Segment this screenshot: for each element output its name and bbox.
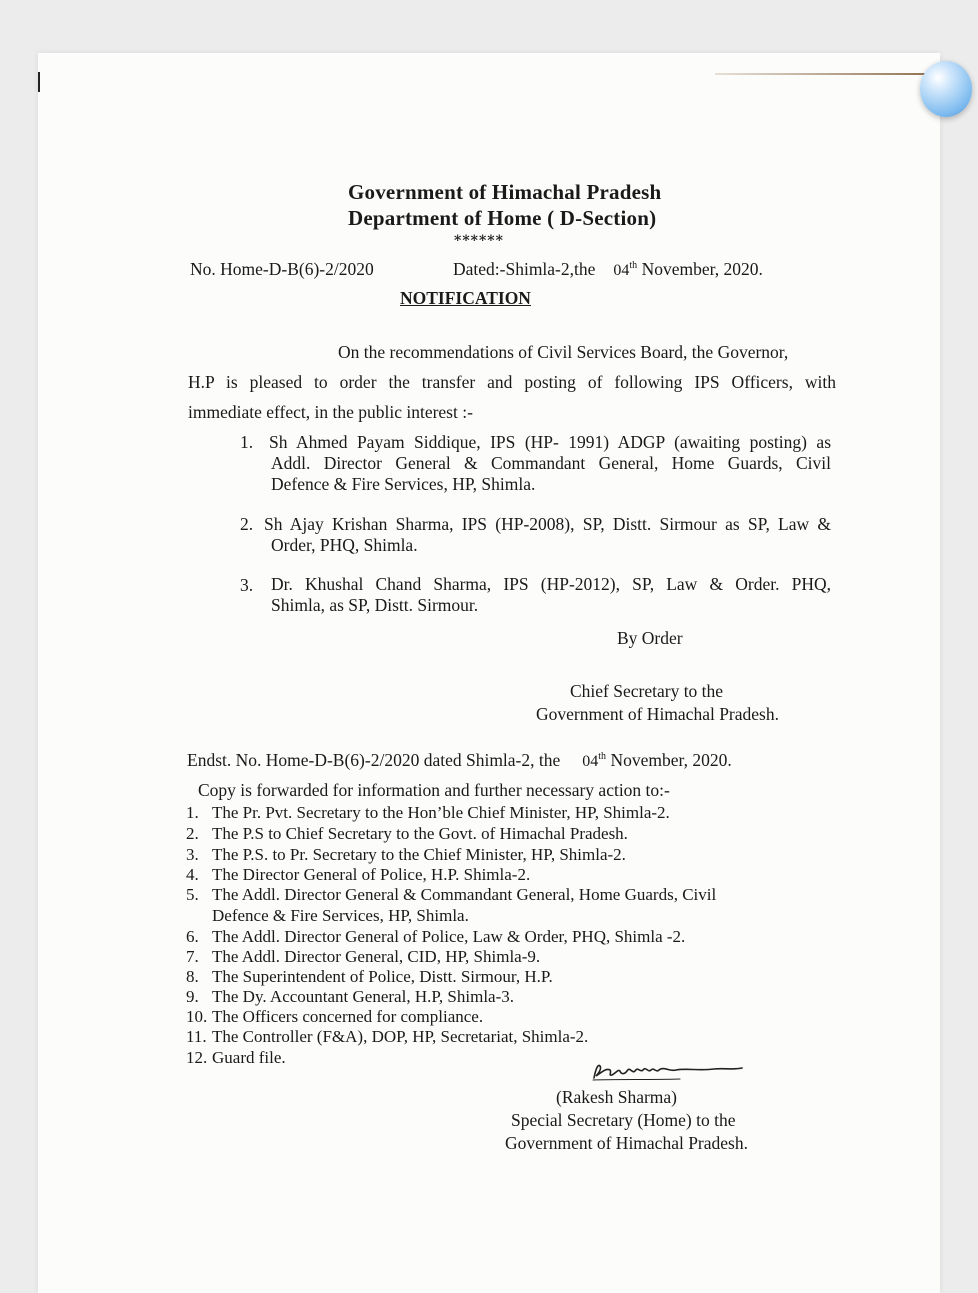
chief-secretary-title: Chief Secretary to the: [570, 681, 724, 701]
copy-recipient: The Controller (F&A), DOP, HP, Secretariat, Shimla-2.: [212, 1027, 589, 1046]
posting-line: Sh Ajay Krishan Sharma, IPS (HP-2008), SP, Distt. Sirmour as SP, Law &: [264, 514, 831, 534]
posting-line: Dr. Khushal Chand Sharma, IPS (HP-2012), SP, Law & Order. PHQ,: [271, 574, 831, 594]
copy-number: 9.: [186, 987, 199, 1006]
intro-line-1: On the recommendations of Civil Services Board, the Governor,: [338, 342, 789, 362]
copy-number: 4.: [186, 865, 199, 884]
copy-number: 6.: [186, 927, 199, 946]
header-stars: ******: [454, 233, 504, 249]
intro-line-2: H.P is pleased to order the transfer and posting of following IPS Officers, with: [188, 372, 836, 392]
special-secretary-title: Special Secretary (Home) to the: [511, 1110, 736, 1130]
endorsement-number: Endst. No. Home-D-B(6)-2/2020 dated Shimla-2, the 04th November, 2020.: [187, 750, 732, 770]
posting-line: Addl. Director General & Commandant General, Home Guards, Civil: [271, 453, 831, 473]
copy-recipient: The Officers concerned for compliance.: [212, 1007, 484, 1026]
copy-number: 2.: [186, 824, 199, 843]
header-department: Department of Home ( D-Section): [348, 206, 657, 230]
by-order: By Order: [617, 628, 683, 648]
posting-line: Shimla, as SP, Distt. Sirmour.: [271, 595, 479, 615]
copy-recipient: The Director General of Police, H.P. Shimla-2.: [212, 865, 531, 884]
posting-number: 2.: [240, 514, 254, 534]
reference-date: Dated:-Shimla-2,the 04th November, 2020.: [453, 259, 763, 279]
floating-bubble-icon[interactable]: [920, 61, 972, 117]
reference-number: No. Home-D-B(6)-2/2020: [190, 259, 374, 279]
copy-recipient: Guard file.: [212, 1048, 286, 1067]
copy-number: 8.: [186, 967, 199, 986]
copy-number: 12.: [186, 1048, 208, 1067]
posting-line: Order, PHQ, Shimla.: [271, 535, 418, 555]
copy-recipient: The Pr. Pvt. Secretary to the Hon’ble Chief Minister, HP, Shimla-2.: [212, 803, 670, 822]
copy-number: 3.: [186, 845, 199, 864]
copy-number: 7.: [186, 947, 199, 966]
copy-number: 1.: [186, 803, 199, 822]
top-stroke-mark: [715, 73, 930, 75]
copy-number: 10.: [186, 1007, 208, 1026]
header-government: Government of Himachal Pradesh: [348, 180, 662, 204]
chief-secretary-government: Government of Himachal Pradesh.: [536, 704, 779, 724]
copy-recipient: The Addl. Director General, CID, HP, Shimla-9.: [212, 947, 541, 966]
posting-line: Sh Ahmed Payam Siddique, IPS (HP- 1991) ADGP (awaiting posting) as: [269, 432, 831, 452]
copy-recipient: The Superintendent of Police, Distt. Sirmour, H.P.: [212, 967, 553, 986]
handwritten-signature-icon: [590, 1058, 750, 1084]
copy-recipient: The P.S. to Pr. Secretary to the Chief Minister, HP, Shimla-2.: [212, 845, 626, 864]
special-secretary-government: Government of Himachal Pradesh.: [505, 1133, 748, 1153]
copy-recipient: The Addl. Director General & Commandant General, Home Guards, Civil: [212, 885, 717, 904]
copy-recipient: The Addl. Director General of Police, Law & Order, PHQ, Shimla -2.: [212, 927, 686, 946]
notification-title: NOTIFICATION: [400, 288, 531, 308]
copy-recipient: The P.S to Chief Secretary to the Govt. of Himachal Pradesh.: [212, 824, 628, 843]
copy-forward-line: Copy is forwarded for information and further necessary action to:-: [198, 780, 670, 800]
signatory-name: (Rakesh Sharma): [556, 1087, 678, 1107]
copy-number: 5.: [186, 885, 199, 904]
page-edge-mark: [38, 72, 40, 92]
posting-line: Defence & Fire Services, HP, Shimla.: [271, 474, 536, 494]
posting-number: 1.: [240, 432, 254, 452]
copy-number: 11.: [186, 1027, 207, 1046]
intro-line-3: immediate effect, in the public interest :-: [188, 402, 473, 422]
posting-number: 3.: [240, 575, 254, 595]
copy-recipient-continued: Defence & Fire Services, HP, Shimla.: [212, 906, 469, 925]
copy-recipient: The Dy. Accountant General, H.P, Shimla-3.: [212, 987, 514, 1006]
